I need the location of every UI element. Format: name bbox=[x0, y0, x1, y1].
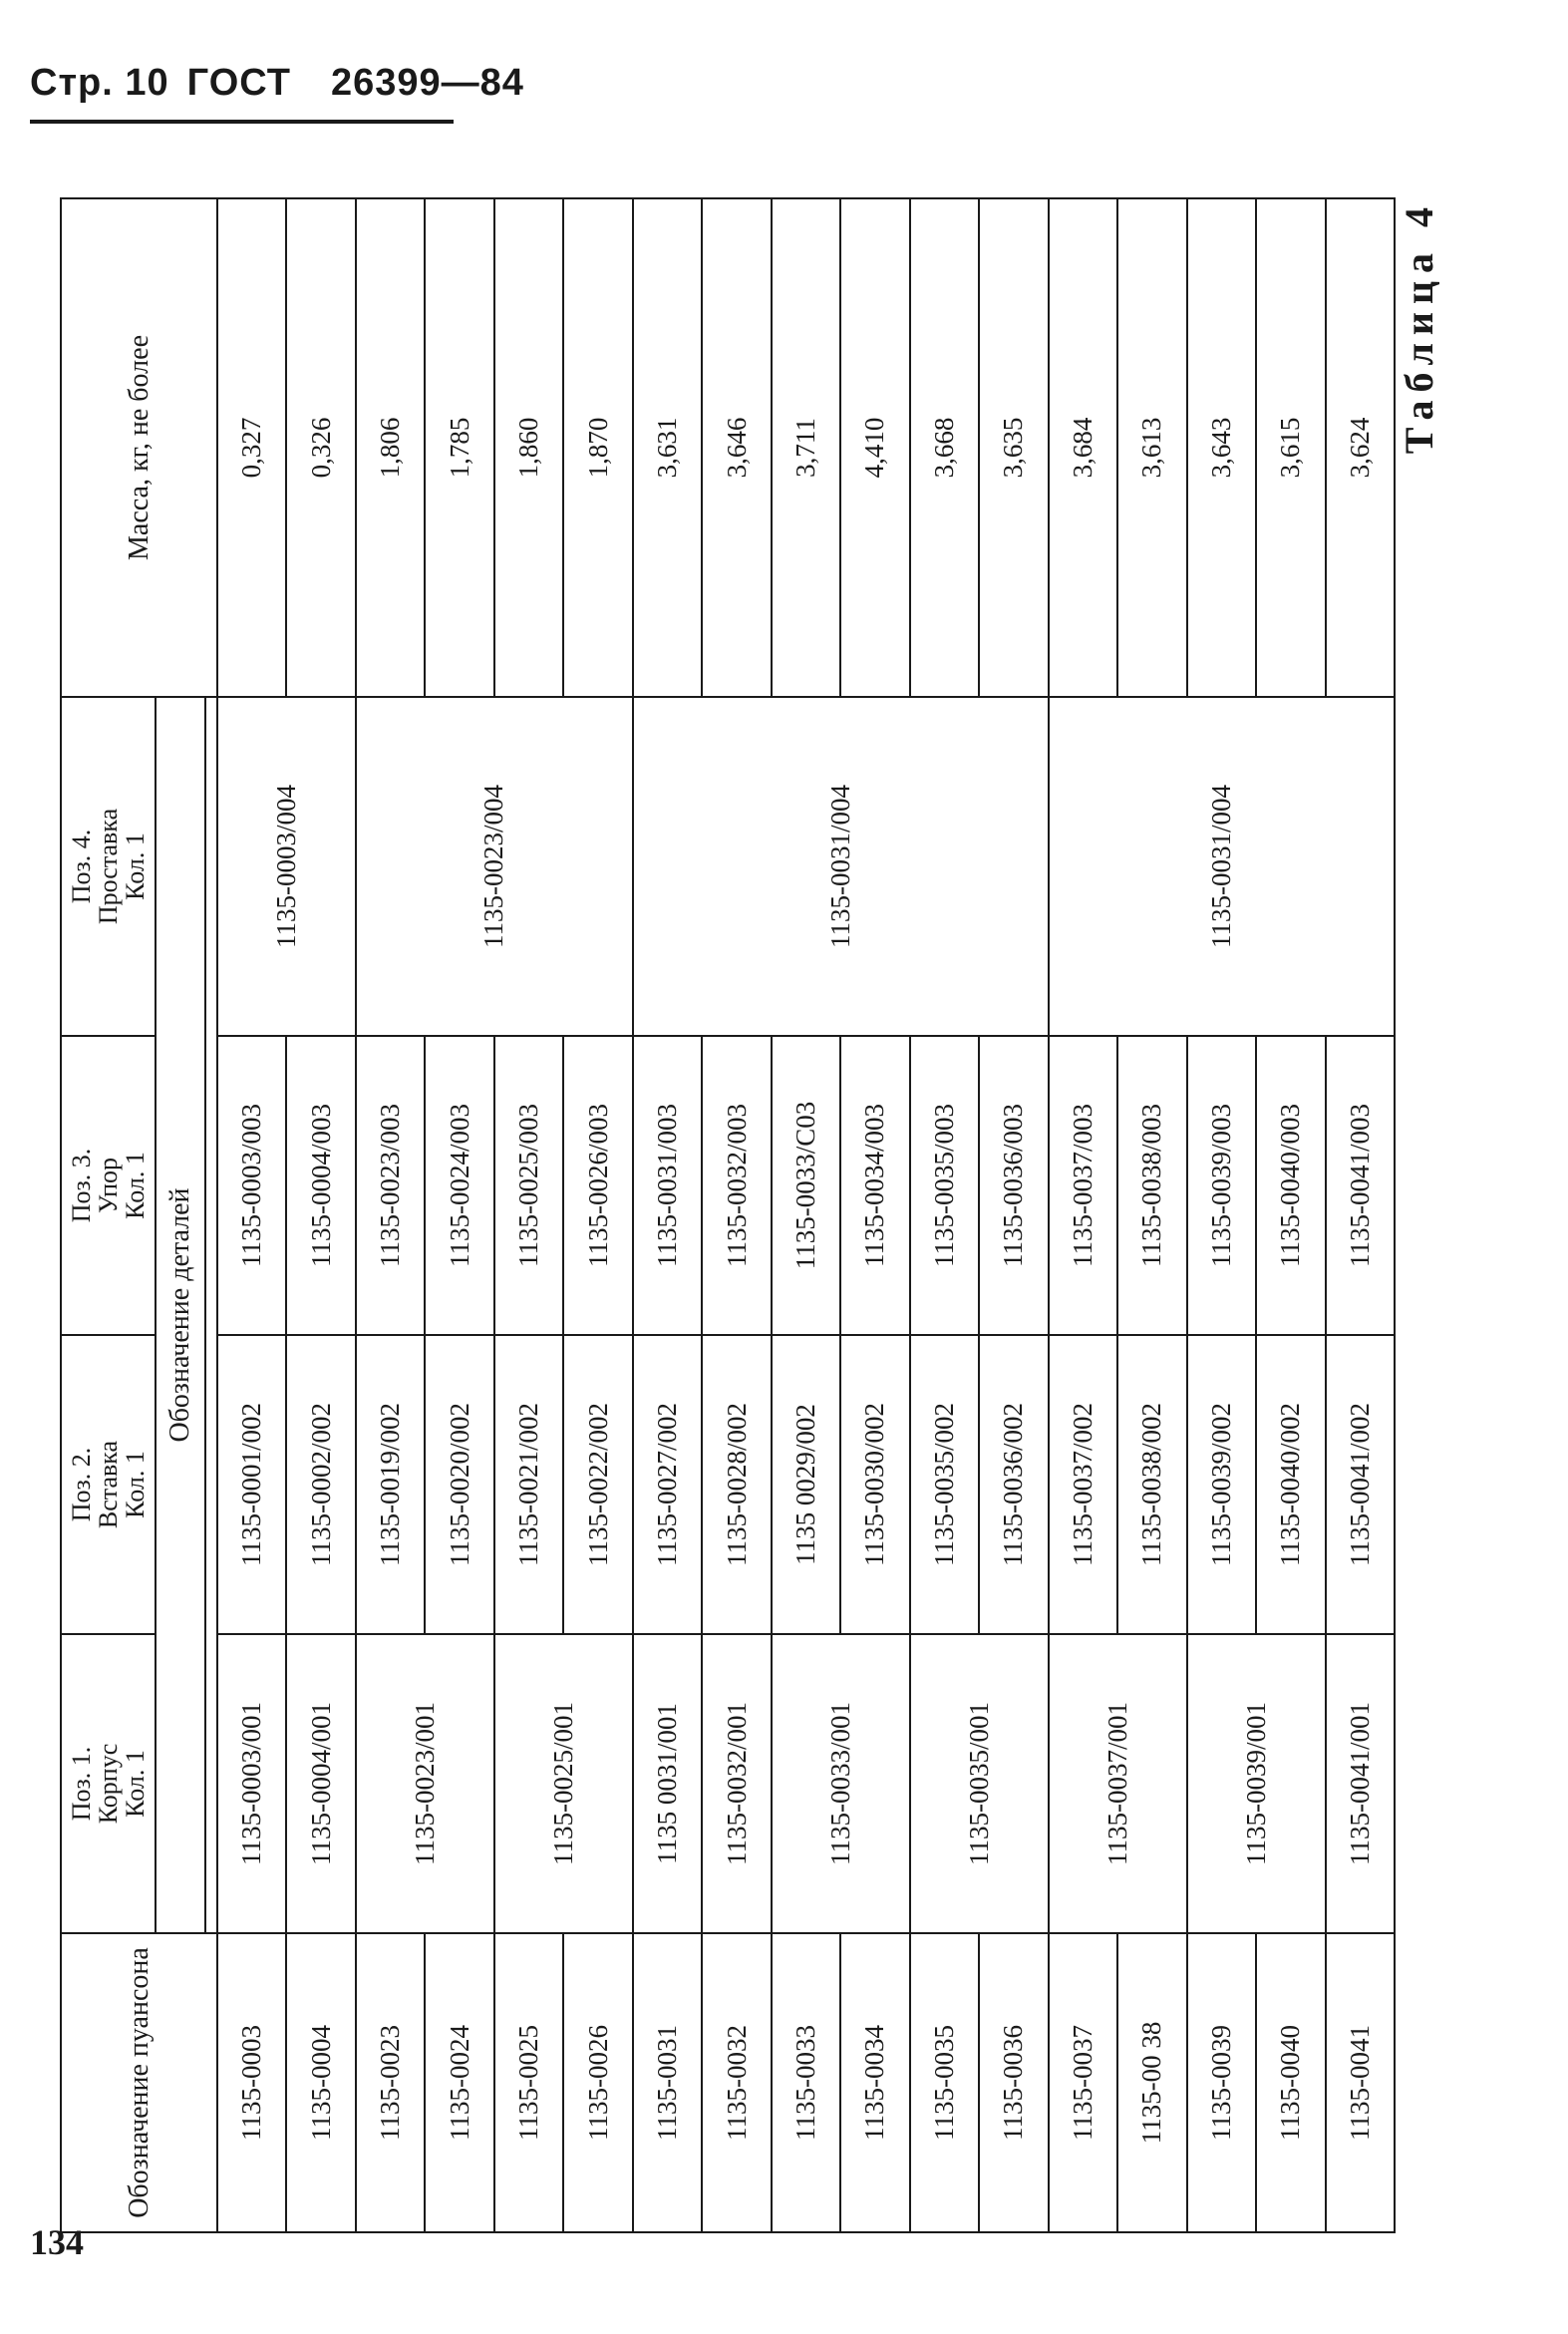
pos3-cell: 1135-0023/003 bbox=[356, 1036, 425, 1335]
pos2-cell: 1135-0035/002 bbox=[910, 1335, 979, 1634]
pos2-cell: 1135-0028/002 bbox=[702, 1335, 771, 1634]
pos4-line3: Кол. 1 bbox=[121, 833, 151, 900]
pos4-cell: 1135-0031/004 bbox=[1049, 697, 1395, 1036]
table-row bbox=[772, 198, 840, 2232]
pos2-cell: 1135-0038/002 bbox=[1117, 1335, 1186, 1634]
col-pos3-header bbox=[61, 1036, 156, 1335]
col-punch-header: Обозначение пуансона bbox=[61, 1933, 217, 2232]
pos2-cell: 1135-0020/002 bbox=[425, 1335, 493, 1634]
pos1-cell: 1135-0033/001 bbox=[772, 1634, 910, 1933]
pos1-line2: Корпус bbox=[93, 1743, 123, 1825]
pos2-cell: 1135-0036/002 bbox=[979, 1335, 1048, 1634]
pos3-cell: 1135-0024/003 bbox=[425, 1036, 493, 1335]
punch-cell: 1135-0003 bbox=[217, 1933, 286, 2232]
pos1-cell: 1135-0003/001 bbox=[217, 1634, 286, 1933]
pos3-cell: 1135-0036/003 bbox=[979, 1036, 1048, 1335]
mass-cell: 3,635 bbox=[979, 198, 1048, 697]
pos4-line2: Проставка bbox=[93, 808, 123, 925]
pos2-cell: 1135-0019/002 bbox=[356, 1335, 425, 1634]
pos2-cell: 1135-0041/002 bbox=[1326, 1335, 1396, 1634]
pos3-cell: 1135-0025/003 bbox=[494, 1036, 563, 1335]
gost-number: 26399—84 bbox=[330, 62, 524, 104]
punch-cell: 1135-0041 bbox=[1326, 1933, 1396, 2232]
mass-cell: 3,624 bbox=[1326, 198, 1396, 697]
pos2-cell: 1135-0037/002 bbox=[1049, 1335, 1117, 1634]
mass-cell: 1,860 bbox=[494, 198, 563, 697]
pos1-line3: Кол. 1 bbox=[121, 1750, 151, 1818]
table-row bbox=[1049, 198, 1117, 2232]
punch-cell: 1135-0036 bbox=[979, 1933, 1048, 2232]
page-header bbox=[30, 62, 524, 105]
punch-cell: 1135-0031 bbox=[633, 1933, 702, 2232]
pos3-cell: 1135-0035/003 bbox=[910, 1036, 979, 1335]
col-pos4-header bbox=[61, 697, 156, 1036]
table-row bbox=[217, 198, 286, 2232]
pos4-cell: 1135-0003/004 bbox=[217, 697, 356, 1036]
table-row bbox=[494, 198, 563, 2232]
mass-cell: 3,646 bbox=[702, 198, 771, 697]
punch-cell: 1135-00 38 bbox=[1117, 1933, 1186, 2232]
pos3-cell: 1135-0040/003 bbox=[1256, 1036, 1325, 1335]
punch-cell: 1135-0039 bbox=[1187, 1933, 1256, 2232]
pos3-cell: 1135-0034/003 bbox=[840, 1036, 909, 1335]
pos1-cell: 1135-0041/001 bbox=[1326, 1634, 1396, 1933]
punch-cell: 1135-0032 bbox=[702, 1933, 771, 2232]
parts-table bbox=[60, 197, 1396, 2233]
pos3-cell: 1135-0003/003 bbox=[217, 1036, 286, 1335]
punch-cell: 1135-0037 bbox=[1049, 1933, 1117, 2232]
table-row bbox=[633, 198, 702, 2232]
mass-cell: 1,870 bbox=[563, 198, 632, 697]
page-label: Стр. 10 bbox=[30, 62, 169, 104]
pos4-line1: Поз. 4. bbox=[66, 829, 96, 904]
pos3-cell: 1135-0032/003 bbox=[702, 1036, 771, 1335]
mass-cell: 3,615 bbox=[1256, 198, 1325, 697]
pos3-cell: 1135-0033/С03 bbox=[772, 1036, 840, 1335]
pos2-line2: Вставка bbox=[93, 1440, 123, 1529]
col-pos2-header bbox=[61, 1335, 156, 1634]
col-mass-header: Масса, кг, не более bbox=[61, 198, 217, 697]
punch-cell: 1135-0023 bbox=[356, 1933, 425, 2232]
pos3-cell: 1135-0037/003 bbox=[1049, 1036, 1117, 1335]
pos3-cell: 1135-0038/003 bbox=[1117, 1036, 1186, 1335]
table-row bbox=[286, 198, 355, 2232]
pos3-cell: 1135-0041/003 bbox=[1326, 1036, 1396, 1335]
mass-cell: 3,711 bbox=[772, 198, 840, 697]
pos3-line2: Упор bbox=[93, 1157, 123, 1214]
pos1-cell: 1135 0031/001 bbox=[633, 1634, 702, 1933]
mass-cell: 0,327 bbox=[217, 198, 286, 697]
pos1-line1: Поз. 1. bbox=[66, 1746, 96, 1822]
pos2-cell: 1135-0030/002 bbox=[840, 1335, 909, 1634]
pos1-cell: 1135-0039/001 bbox=[1187, 1634, 1326, 1933]
mass-cell: 3,684 bbox=[1049, 198, 1117, 697]
page-number: 134 bbox=[30, 2222, 84, 2262]
pos2-line3: Кол. 1 bbox=[121, 1451, 151, 1518]
punch-cell: 1135-0026 bbox=[563, 1933, 632, 2232]
pos2-cell: 1135-0022/002 bbox=[563, 1335, 632, 1634]
pos1-cell: 1135-0023/001 bbox=[356, 1634, 494, 1933]
punch-cell: 1135-0035 bbox=[910, 1933, 979, 2232]
group-header: Обозначение деталей bbox=[156, 697, 205, 1933]
pos2-line1: Поз. 2. bbox=[66, 1447, 96, 1522]
rotated-table-block bbox=[60, 191, 1455, 2233]
punch-cell: 1135-0004 bbox=[286, 1933, 355, 2232]
pos1-cell: 1135-0032/001 bbox=[702, 1634, 771, 1933]
punch-cell: 1135-0040 bbox=[1256, 1933, 1325, 2232]
punch-cell: 1135-0024 bbox=[425, 1933, 493, 2232]
mass-cell: 3,631 bbox=[633, 198, 702, 697]
pos3-cell: 1135-0004/003 bbox=[286, 1036, 355, 1335]
pos1-cell: 1135-0025/001 bbox=[494, 1634, 633, 1933]
pos3-cell: 1135-0039/003 bbox=[1187, 1036, 1256, 1335]
table-caption: Таблица 4 bbox=[1397, 199, 1441, 455]
mass-cell: 1,806 bbox=[356, 198, 425, 697]
punch-cell: 1135-0025 bbox=[494, 1933, 563, 2232]
table-row bbox=[1326, 198, 1396, 2232]
pos1-cell: 1135-0004/001 bbox=[286, 1634, 355, 1933]
pos3-line3: Кол. 1 bbox=[121, 1152, 151, 1219]
punch-cell: 1135-0033 bbox=[772, 1933, 840, 2232]
header-rule bbox=[30, 120, 454, 124]
mass-cell: 4,410 bbox=[840, 198, 909, 697]
pos3-cell: 1135-0026/003 bbox=[563, 1036, 632, 1335]
gost-label: ГОСТ bbox=[186, 62, 291, 104]
pos2-cell: 1135-0021/002 bbox=[494, 1335, 563, 1634]
table-row bbox=[702, 198, 771, 2232]
table-row bbox=[1187, 198, 1256, 2232]
pos2-cell: 1135-0002/002 bbox=[286, 1335, 355, 1634]
mass-cell: 1,785 bbox=[425, 198, 493, 697]
mass-cell: 3,668 bbox=[910, 198, 979, 697]
pos2-cell: 1135-0039/002 bbox=[1187, 1335, 1256, 1634]
table-row bbox=[910, 198, 979, 2232]
pos4-cell: 1135-0031/004 bbox=[633, 697, 1049, 1036]
table-row bbox=[356, 198, 425, 2232]
pos2-cell: 1135-0027/002 bbox=[633, 1335, 702, 1634]
mass-cell: 3,643 bbox=[1187, 198, 1256, 697]
pos2-cell: 1135 0029/002 bbox=[772, 1335, 840, 1634]
col-pos1-header bbox=[61, 1634, 156, 1933]
pos4-cell: 1135-0023/004 bbox=[356, 697, 633, 1036]
pos3-cell: 1135-0031/003 bbox=[633, 1036, 702, 1335]
pos1-cell: 1135-0035/001 bbox=[910, 1634, 1049, 1933]
pos3-line1: Поз. 3. bbox=[66, 1148, 96, 1223]
pos2-cell: 1135-0001/002 bbox=[217, 1335, 286, 1634]
mass-cell: 3,613 bbox=[1117, 198, 1186, 697]
mass-cell: 0,326 bbox=[286, 198, 355, 697]
punch-cell: 1135-0034 bbox=[840, 1933, 909, 2232]
pos1-cell: 1135-0037/001 bbox=[1049, 1634, 1187, 1933]
pos2-cell: 1135-0040/002 bbox=[1256, 1335, 1325, 1634]
